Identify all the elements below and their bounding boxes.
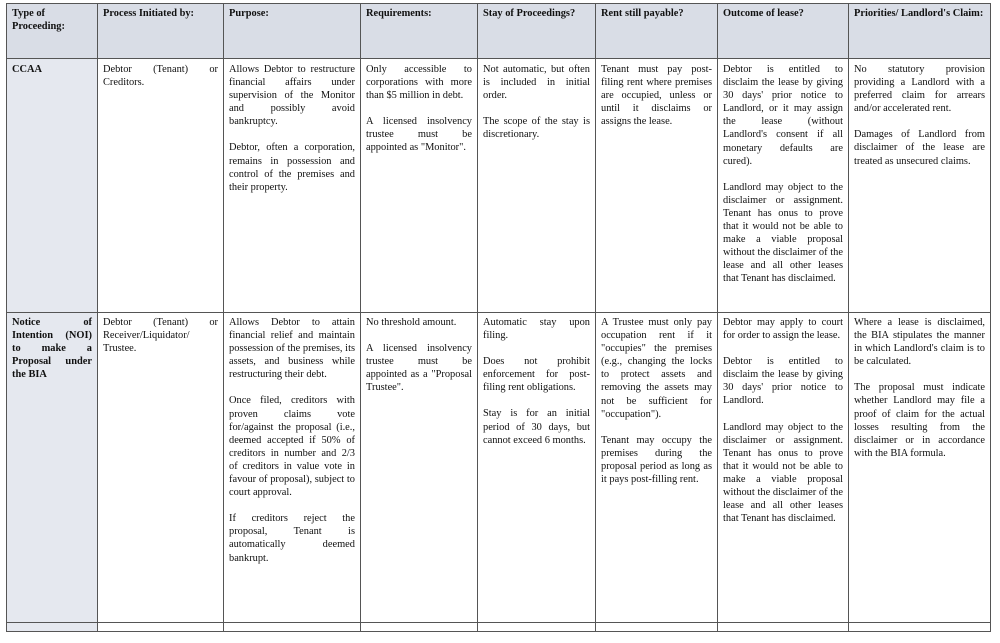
header-initiated-by: Process Initiated by:	[98, 4, 224, 59]
paragraph: Debtor (Tenant) or Receiver/Liquidator/ Trustee.	[103, 317, 218, 355]
cell-type	[7, 59, 98, 313]
cell-requirements	[361, 59, 478, 313]
header-outcome: Outcome of lease?	[718, 4, 849, 59]
cell-stay	[478, 313, 596, 623]
header-purpose: Purpose:	[224, 4, 361, 59]
cell-rent	[596, 59, 718, 313]
paragraph: No threshold amount.	[366, 317, 457, 328]
cell-empty	[98, 623, 224, 632]
header-type: Type of Proceeding:	[7, 4, 98, 59]
cell-type	[7, 313, 98, 623]
paragraph: Allows Debtor to attain financial relief and maintain possession of the premises, its assets, and business while restructuring their debt.	[229, 317, 355, 381]
paragraph: Automatic stay upon filing.	[483, 317, 590, 342]
cell-priorities	[849, 313, 991, 623]
table-row-partial	[7, 623, 991, 632]
cell-empty	[361, 623, 478, 632]
cell-outcome	[718, 313, 849, 623]
paragraph: Debtor is entitled to disclaim the lease by giving 30 days' prior notice to Landlord.	[723, 356, 843, 407]
cell-empty	[7, 623, 98, 632]
paragraph: Debtor may apply to court for order to assign the lease.	[723, 317, 843, 342]
paragraph: Debtor (Tenant) or Creditors.	[103, 64, 218, 89]
cell-requirements	[361, 313, 478, 623]
paragraph: Only accessible to corporations with more than $5 million in debt.	[366, 64, 472, 102]
table-row-noi	[7, 313, 991, 623]
paragraph: No statutory provision providing a Landlord with a preferred claim for arrears and/or accelerated rent.	[854, 64, 985, 115]
cell-empty	[224, 623, 361, 632]
header-row	[7, 4, 991, 59]
paragraph: Landlord may object to the disclaimer or assignment. Tenant has onus to prove that it would not be able to make a viable proposal without the disclaimer of the lease and all other leases that Tenant has disclaimed.	[723, 421, 843, 525]
cell-stay	[478, 59, 596, 313]
cell-initiated-by	[98, 313, 224, 623]
paragraph: Landlord may object to the disclaimer or assignment. Tenant has onus to prove that it would not be able to make a viable proposal without the disclaimer of the lease and all other leases that Tenant has disclaimed.	[723, 181, 843, 285]
cell-empty	[718, 623, 849, 632]
cell-priorities	[849, 59, 991, 313]
paragraph: The proposal must indicate whether Landlord may file a proof of claim for the actual losses resulting from the disclaimer or in accordance with the BIA formula.	[854, 382, 985, 459]
paragraph: Once filed, creditors with proven claims vote for/against the proposal (i.e., deemed accepted if 50% of creditors in number and 2/3 of creditors in value vote in favour of proposal), subject to court approval.	[229, 395, 355, 499]
paragraph: A licensed insolvency trustee must be appointed as a "Proposal Trustee".	[366, 343, 472, 394]
header-priorities: Priorities/ Landlord's Claim:	[849, 4, 991, 59]
paragraph: A licensed insolvency trustee must be appointed as "Monitor".	[366, 116, 472, 154]
cell-rent	[596, 313, 718, 623]
paragraph: Allows Debtor to restructure financial affairs under supervision of the Monitor and possibly avoid bankruptcy.	[229, 64, 355, 128]
paragraph: Debtor, often a corporation, remains in possession and control of the premises and their property.	[229, 142, 355, 193]
insolvency-comparison-table	[6, 3, 991, 632]
header-rent: Rent still payable?	[596, 4, 718, 59]
paragraph: If creditors reject the proposal, Tenant is automatically deemed bankrupt.	[229, 513, 355, 564]
document-page	[6, 3, 991, 632]
paragraph: Tenant must pay post-filing rent where premises are occupied, unless or until it disclaims or assigns the lease.	[601, 64, 712, 128]
paragraph: Where a lease is disclaimed, the BIA stipulates the manner in which Landlord's claim is to be calculated.	[854, 317, 985, 368]
proceeding-type: Notice of Intention (NOI) to make a Proposal under the BIA	[12, 317, 92, 381]
paragraph: Stay is for an initial period of 30 days, but cannot exceed 6 months.	[483, 408, 590, 446]
cell-empty	[849, 623, 991, 632]
cell-purpose	[224, 313, 361, 623]
paragraph: Tenant may occupy the premises during the proposal period as long as it pays post-filling rent.	[601, 434, 712, 486]
paragraph: The scope of the stay is discretionary.	[483, 116, 590, 141]
cell-empty	[596, 623, 718, 632]
paragraph: Debtor is entitled to disclaim the lease by giving 30 days' prior notice to Landlord, or it may assign the lease (without Landlord's consent if all monetary defaults are cured).	[723, 64, 843, 167]
proceeding-type: CCAA	[12, 64, 43, 75]
header-stay: Stay of Proceedings?	[478, 4, 596, 59]
cell-initiated-by	[98, 59, 224, 313]
paragraph: Does not prohibit enforcement for post-filing rent obligations.	[483, 356, 590, 394]
paragraph: Not automatic, but often is included in initial order.	[483, 64, 590, 102]
cell-outcome	[718, 59, 849, 313]
paragraph: A Trustee must only pay occupation rent if it "occupies" the premises (e.g., changing the locks to protect assets and removing the assets may not be sufficient for "occupation").	[601, 317, 712, 420]
paragraph: Damages of Landlord from disclaimer of the lease are treated as unsecured claims.	[854, 129, 985, 167]
table-row-ccaa	[7, 59, 991, 313]
cell-purpose	[224, 59, 361, 313]
header-requirements: Requirements:	[361, 4, 478, 59]
cell-empty	[478, 623, 596, 632]
